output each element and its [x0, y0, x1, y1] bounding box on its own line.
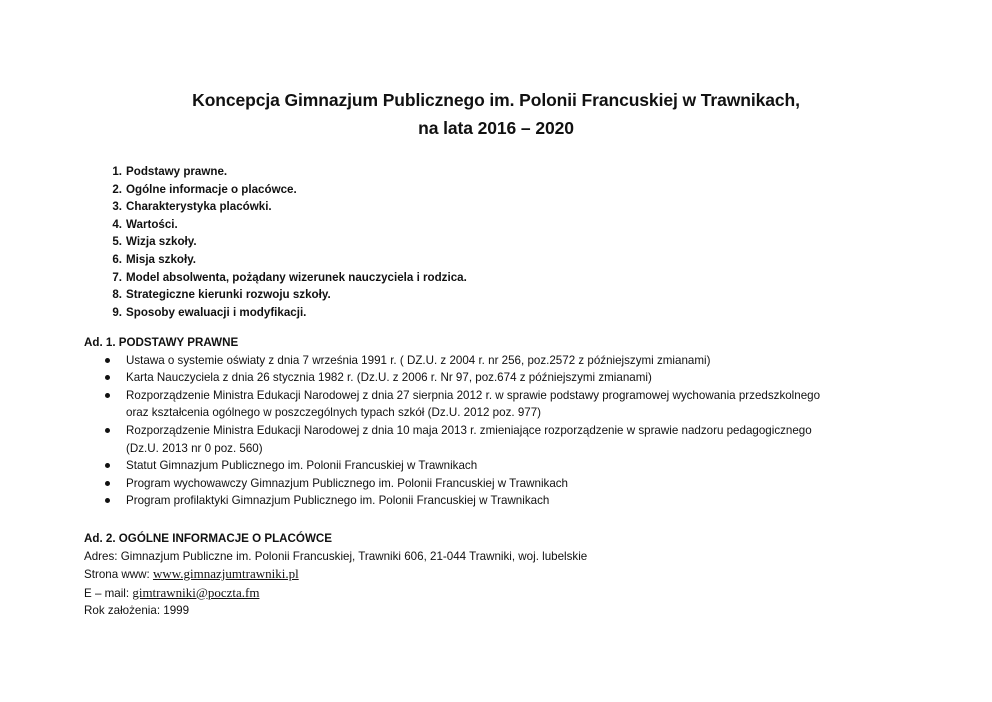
bullet-icon [105, 375, 110, 380]
bullet-icon [105, 358, 110, 363]
section-legal-basis [84, 334, 820, 510]
toc-item: 3. Charakterystyka placówki. [112, 200, 272, 214]
email-link[interactable]: gimtrawniki@poczta.fm [132, 584, 260, 600]
list-item: Ustawa o systemie oświaty z dnia 7 września 1991 r. ( DZ.U. z 2004 r. nr 256, poz.2572 z późniejszymi zmianami) [84, 352, 820, 370]
bullet-icon [105, 463, 110, 468]
list-item: Program wychowawczy Gimnazjum Publicznego im. Polonii Francuskiej w Trawnikach [84, 475, 820, 493]
toc-item: 8. Strategiczne kierunki rozwoju szkoły. [112, 288, 331, 302]
toc-item: 9. Sposoby ewaluacji i modyfikacji. [112, 305, 307, 319]
bullet-icon [105, 498, 110, 503]
bullet-icon [105, 393, 110, 398]
toc-item: 5. Wizja szkoły. [112, 235, 197, 249]
toc-item: 7. Model absolwenta, pożądany wizerunek nauczyciela i rodzica. [112, 270, 467, 284]
toc-item: 4. Wartości. [112, 217, 178, 231]
toc-item: 6. Misja szkoły. [112, 252, 197, 266]
legal-basis-list [84, 352, 820, 510]
bullet-icon [105, 428, 110, 433]
section-1-heading: Ad. 1. PODSTAWY PRAWNE [84, 336, 239, 349]
list-item: Program profilaktyki Gimnazjum Publicznego im. Polonii Francuskiej w Trawnikach [84, 492, 820, 510]
section-general-info [84, 530, 587, 620]
website-link[interactable]: www.gimnazjumtrawniki.pl [152, 566, 299, 582]
address-line: Adres: Gimnazjum Publiczne im. Polonii Francuskiej, Trawniki 606, 21-044 Trawniki, woj. lubelskie [84, 549, 588, 563]
list-item: Statut Gimnazjum Publicznego im. Polonii Francuskiej w Trawnikach [84, 457, 820, 475]
table-of-contents [102, 163, 467, 321]
list-item: Karta Nauczyciela z dnia 26 stycznia 1982 r. (Dz.U. z 2006 r. Nr 97, poz.674 z późniejszymi zmianami) [84, 369, 820, 387]
founded-line: Rok założenia: 1999 [84, 604, 190, 618]
toc-item: 1. Podstawy prawne. [112, 165, 228, 178]
section-2-heading: Ad. 2. OGÓLNE INFORMACJE O PLACÓWCE [84, 532, 332, 545]
list-item: Rozporządzenie Ministra Edukacji Narodowej z dnia 27 sierpnia 2012 r. w sprawie podstawy programowej wychowania przedszkolnego oraz kształcenia ogólnego w poszczególnych typach szkół (Dz.U. 2012 poz. 977) [84, 387, 820, 422]
website-line: Strona www: www.gimnazjumtrawniki.pl [84, 566, 299, 582]
bullet-icon [105, 481, 110, 486]
title-line-2: na lata 2016 – 2020 [418, 118, 574, 138]
title-line-1: Koncepcja Gimnazjum Publicznego im. Polonii Francuskiej w Trawnikach, [192, 90, 800, 110]
list-item: Rozporządzenie Ministra Edukacji Narodowej z dnia 10 maja 2013 r. zmieniające rozporządzenie w sprawie nadzoru pedagogicznego (Dz.U. 2013 nr 0 poz. 560) [84, 422, 820, 457]
document-title [0, 86, 992, 142]
email-line: E – mail: gimtrawniki@poczta.fm [84, 584, 260, 600]
toc-item: 2. Ogólne informacje o placówce. [112, 182, 297, 196]
